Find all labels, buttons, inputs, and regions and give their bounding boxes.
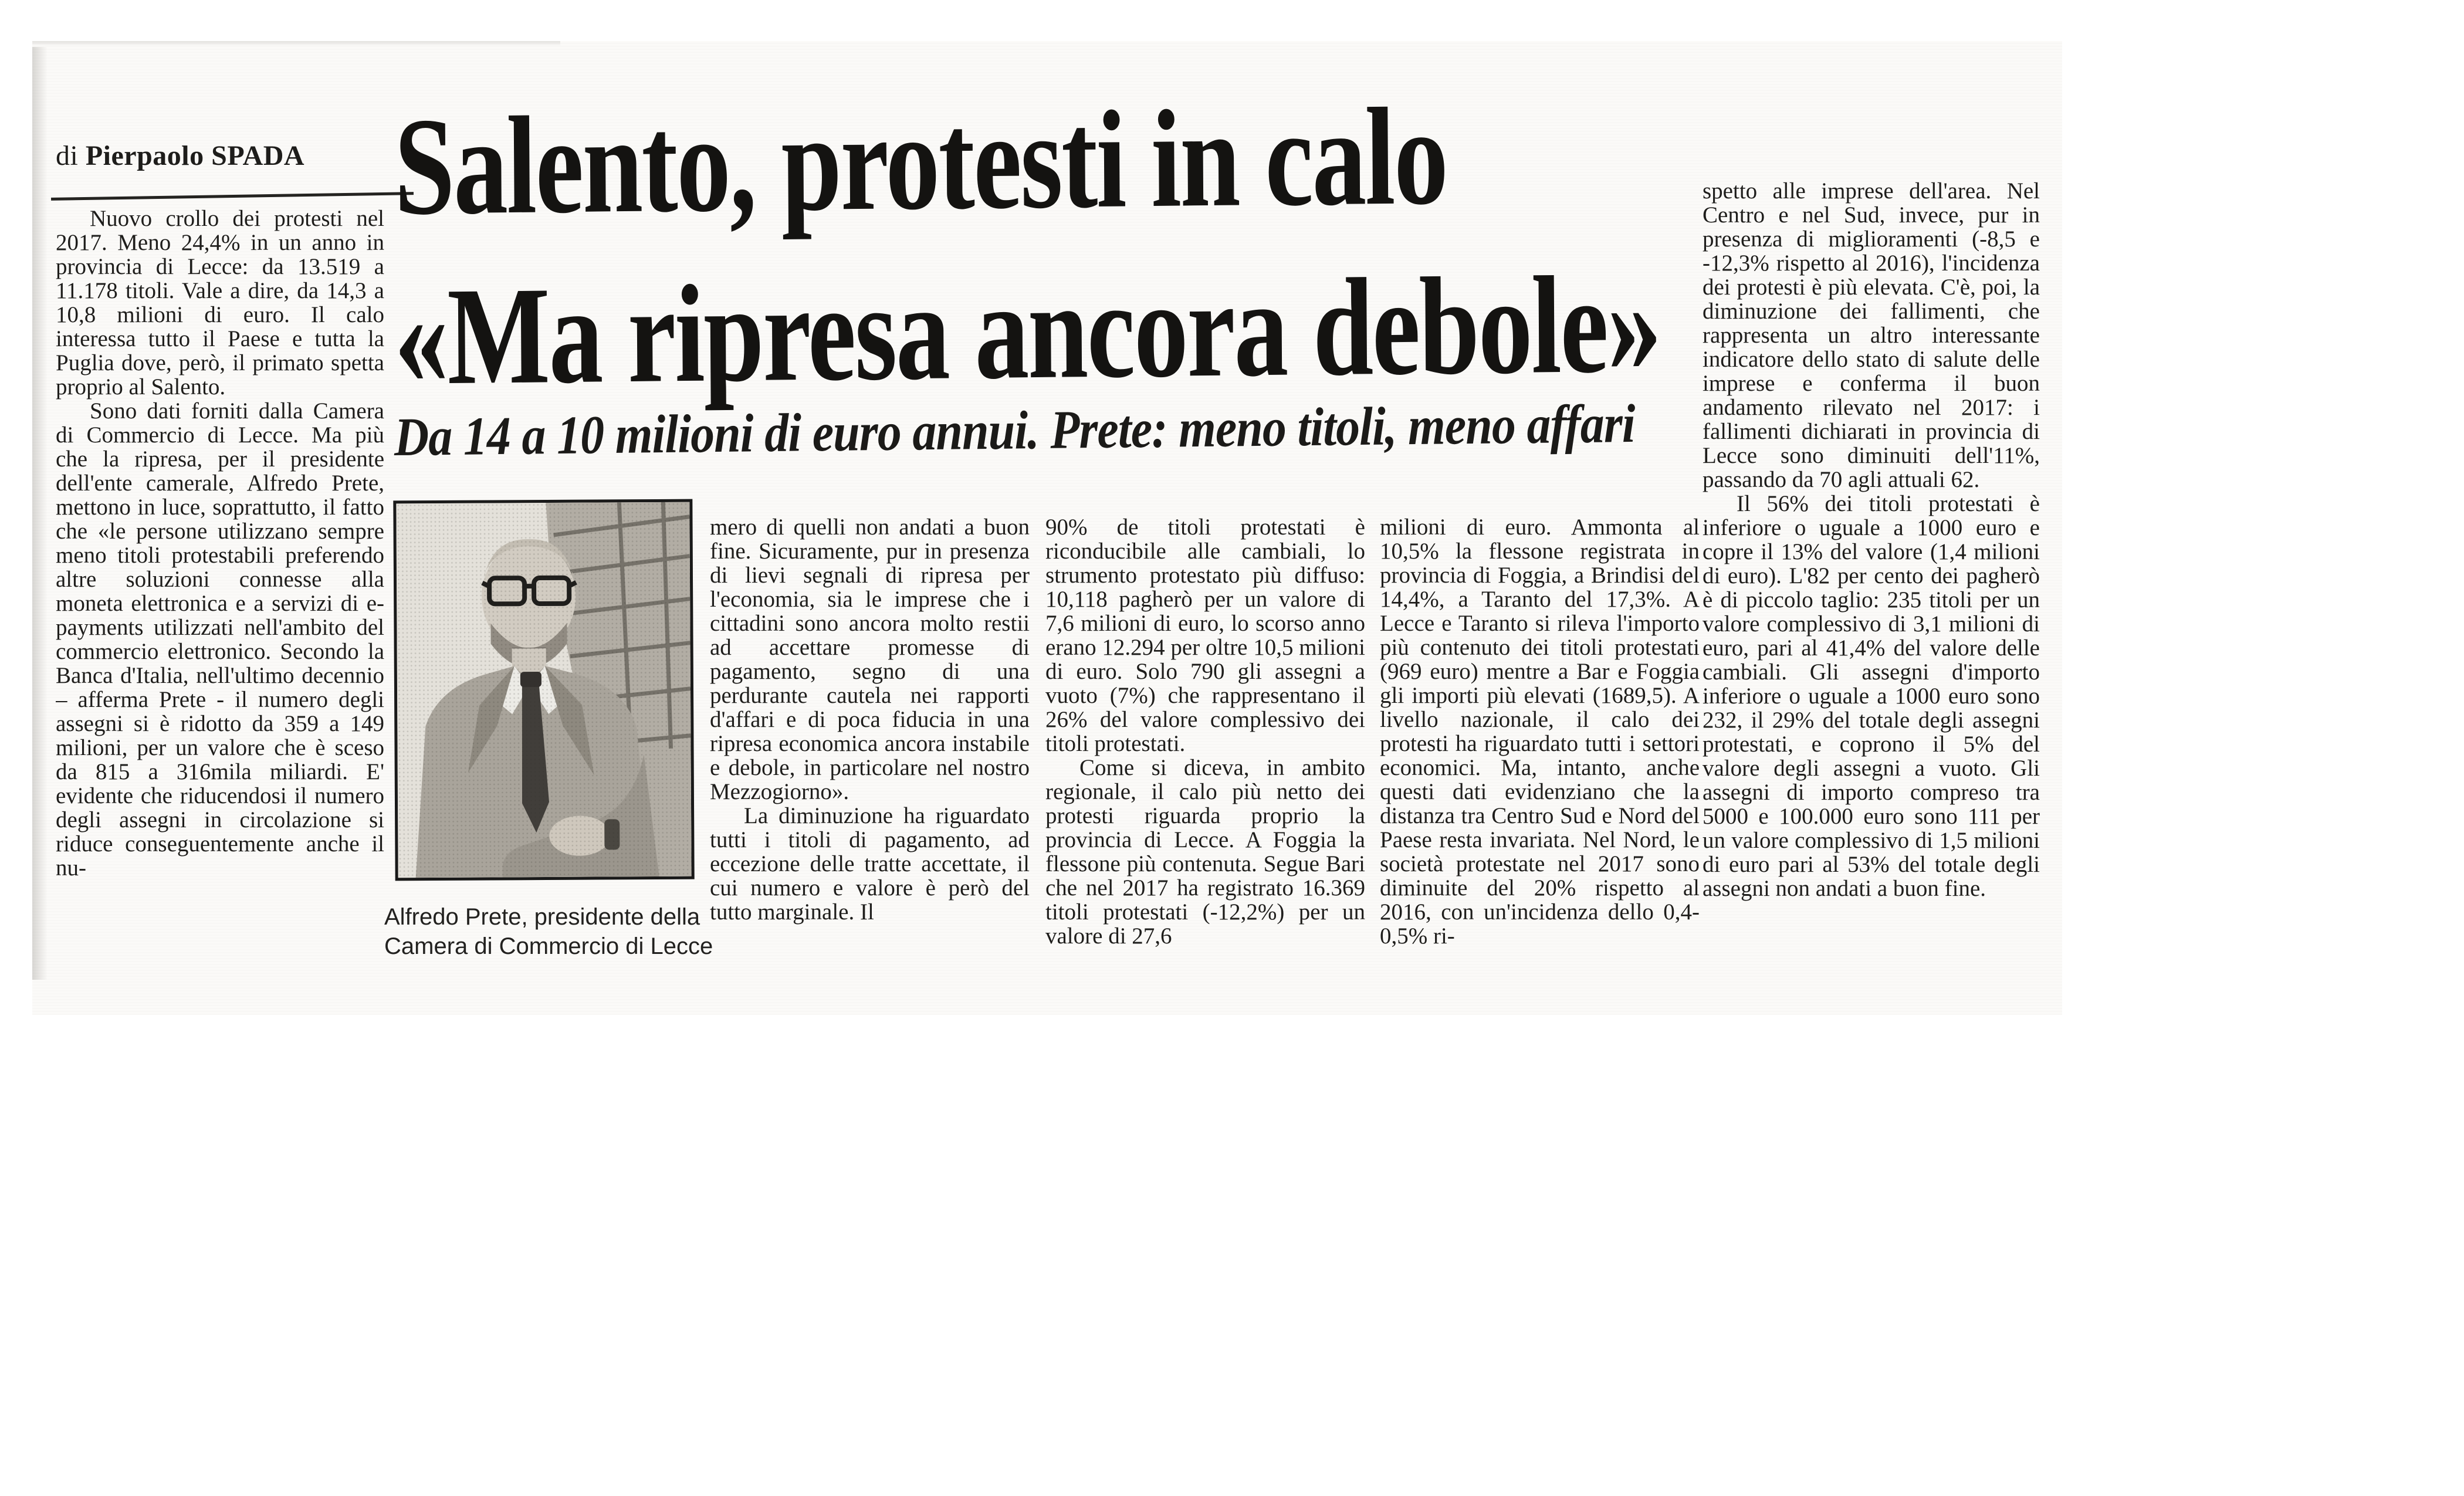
paragraph: Come si diceva, in ambito regionale, il calo più netto dei protesti riguarda proprio la provincia di Lecce. A Foggia la flessone più contenuta. Segue Bari che nel 2017 ha registrato 16.369 titoli protestati (-12,2%) per un valore di 27,6 <box>1045 755 1365 949</box>
paragraph: milioni di euro. Ammonta al 10,5% la flessone registrata in provincia di Foggia, a Brindisi del 14,4%, a Taranto del 17,3%. A Lecce e Taranto si rileva l'importo più contenuto dei titoli protestati (969 euro) mentre a Bar e Foggia gli importi più elevati (1689,5). A livello nazionale, il calo dei protesti ha riguardato tutti i settori economici. Ma, intanto, anche questi dati evidenziano che la distanza tra Centro Sud e Nord del Paese resta invariata. Nel Nord, le società protestate nel 2017 sono diminuite del 20% rispetto al 2016, con un'incidenza dello 0,4-0,5% ri- <box>1380 515 1700 949</box>
paragraph: Nuovo crollo dei protesti nel 2017. Meno 24,4% in un anno in provincia di Lecce: da 13.519 a 11.178 titoli. Vale a dire, da 14,3 a 10,8 milioni di euro. Il calo interessa tutto il Paese e tutta la Puglia dove, però, il primato spetta proprio al Salento. <box>56 207 384 400</box>
photo-alfredo-prete <box>393 499 694 881</box>
paragraph: 90% de titoli protestati è riconducibile alle cambiali, lo strumento protestato più diffuso: 10,118 pagherò per un valore di 7,6 milioni di euro, lo scorso anno erano 12.294 per oltre 10,5 milioni di euro. Solo 790 gli assegni a vuoto (7%) che rappresentano il 26% del valore complessivo dei titoli protestati. <box>1045 515 1365 756</box>
newspaper-clipping <box>32 41 2062 1015</box>
photo-caption-line-2: Camera di Commercio di Lecce <box>384 933 713 959</box>
photo-illustration <box>396 502 691 878</box>
paragraph: La diminuzione ha riguardato tutti i titoli di pagamento, ad eccezione delle tratte accettate, il cui numero e valore è però del tutto marginale. Il <box>710 803 1030 925</box>
headline-line-2: «Ma ripresa ancora debole» <box>394 247 1661 414</box>
column-2 <box>710 515 1030 984</box>
column-5 <box>1703 179 2040 994</box>
paragraph: Sono dati forniti dalla Camera di Commercio di Lecce. Ma più che la ripresa, per il presidente dell'ente camerale, Alfredo Prete, mettono in luce, soprattutto, il fatto che «le persone utilizzano sempre meno titoli protestabili preferendo altre soluzioni connesse alla moneta elettronica e a servizi di e-payments utilizzati nell'ambito del commercio elettronico. Secondo la Banca d'Italia, nell'ultimo decennio – afferma Prete - il numero degli assegni si è ridotto da 359 a 149 milioni, per un valore che è sceso da 815 a 316mila miliardi. E' evidente che riducendosi il numero degli assegni in circolazione si riduce conseguentemente anche il nu- <box>56 398 384 881</box>
byline-prefix: di <box>56 140 86 171</box>
subheadline: Da 14 a 10 milioni di euro annui. Prete: meno titoli, meno affari <box>394 393 1636 468</box>
headline-line-1: Salento, protesti in calo <box>394 79 1448 244</box>
paragraph: Il 56% dei titoli protestati è inferiore o uguale a 1000 euro e copre il 13% del valore (1,4 milioni di euro). L'82 per cento dei pagherò è di piccolo taglio: 235 titoli per un valore complessivo di 3,1 milioni di euro, pari al 41,4% del valore delle cambiali. Gli assegni d'importo inferiore o uguale a 1000 euro sono 232, il 29% del totale degli assegni protestati, e coprono il 5% del valore degli assegni a vuoto. Gli assegni di importo compreso tra 5000 e 100.000 euro sono 111 per un valore complessivo di 1,5 milioni di euro pari al 53% del totale degli assegni non andati a buon fine. <box>1703 491 2040 901</box>
column-1 <box>56 207 384 975</box>
paragraph: spetto alle imprese dell'area. Nel Centro e nel Sud, invece, pur in presenza di miglioramenti (-8,5 e -12,3% rispetto al 2016), l'incidenza dei protesti è più elevata. C'è, poi, la diminuzione dei fallimenti, che rappresenta un altro interessante indicatore dello stato di salute delle imprese e conferma il buon andamento rilevato nel 2017: i fallimenti dichiarati in provincia di Lecce sono diminuiti dell'11%, passando da 70 agli attuali 62. <box>1703 179 2040 492</box>
column-4 <box>1380 515 1700 984</box>
byline <box>56 140 396 172</box>
column-3 <box>1045 515 1365 984</box>
byline-rule <box>51 192 414 201</box>
paragraph: mero di quelli non andati a buon fine. Sicuramente, pur in presenza di lievi segnali di ripresa per l'economia, sia le imprese che i cittadini sono ancora molto restii ad accettare promesse di pagamento, segno di una perdurante cautela nei rapporti d'affari e di poca fiducia in una ripresa economica ancora instabile e debole, in particolare nel nostro Mezzogiorno». <box>710 515 1030 804</box>
byline-author: Pierpaolo SPADA <box>85 140 305 171</box>
photo-caption-line-1: Alfredo Prete, presidente della <box>384 904 700 930</box>
